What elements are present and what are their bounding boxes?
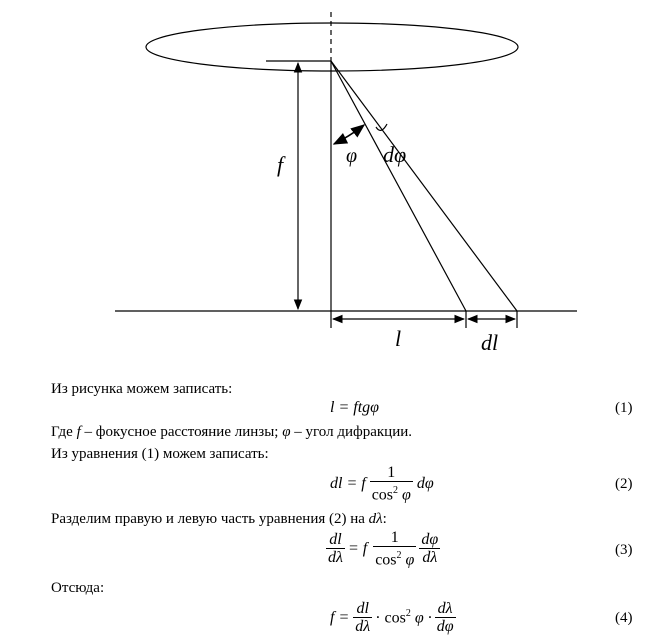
where-phi-symbol: φ <box>282 424 291 440</box>
equation-1 <box>330 399 379 417</box>
phi-angle-arc <box>334 125 364 144</box>
label-dl: dl <box>481 330 499 355</box>
where-prefix: Где <box>51 424 77 440</box>
divide-suffix: : <box>382 511 387 527</box>
eq4-lhs: f = <box>330 608 350 626</box>
label-l: l <box>395 326 402 351</box>
paragraph-hence: Отсюда: <box>51 580 105 596</box>
divide-dlambda: dλ <box>368 511 383 527</box>
paragraph-divide <box>51 510 387 528</box>
eq4-fraction-a: $\frac{dl}{d\lambda}$ <box>355 600 371 635</box>
eq2-lhs: dl = f <box>330 474 366 492</box>
equation-1-body: l = ftgφ <box>330 399 379 416</box>
equation-3 <box>326 529 440 568</box>
paragraph-from-eq1: Из уравнения (1) можем записать: <box>51 446 269 462</box>
eq4-fraction-b: $\frac{d\lambda}{d\varphi}$ <box>436 600 454 635</box>
where-middle: – фокусное расстояние линзы; <box>80 424 283 440</box>
equation-3-number: (3) <box>615 542 633 558</box>
equation-2-number: (2) <box>615 476 633 492</box>
equation-4 <box>330 600 456 635</box>
paragraph-from-figure: Из рисунка можем записать: <box>51 381 233 397</box>
eq2-fraction <box>370 464 413 503</box>
where-f-symbol: f <box>76 424 81 440</box>
divide-prefix: Разделим правую и левую часть уравнения (2) на <box>51 511 369 527</box>
paragraph-where <box>51 423 412 441</box>
label-dphi: dφ <box>383 142 407 167</box>
eq2-den: $\cos^2 \varphi$ <box>371 485 411 504</box>
label-phi: φ <box>346 145 358 167</box>
label-f: f <box>277 152 284 177</box>
eq2-num: 1 <box>370 464 413 482</box>
eq3-rhs-fraction: $\frac{d\varphi}{d\lambda}$ <box>421 531 439 567</box>
equation-2 <box>330 464 434 503</box>
eq2-tail: dφ <box>416 474 434 492</box>
where-suffix: – угол дифракции. <box>290 424 413 440</box>
eq3-lhs-fraction: $\frac{dl}{d\lambda}$ <box>328 531 343 567</box>
ray-phi-dphi <box>331 61 517 311</box>
eq3-fraction: $\frac{1}{\cos^2 \varphi}$ <box>375 529 415 569</box>
equation-1-number: (1) <box>615 400 633 416</box>
eq3-mid: = f <box>347 539 368 557</box>
equation-4-number: (4) <box>615 610 633 626</box>
ray-phi <box>331 61 466 311</box>
eq4-mid: · $\cos^2 \varphi$ · <box>375 607 432 627</box>
